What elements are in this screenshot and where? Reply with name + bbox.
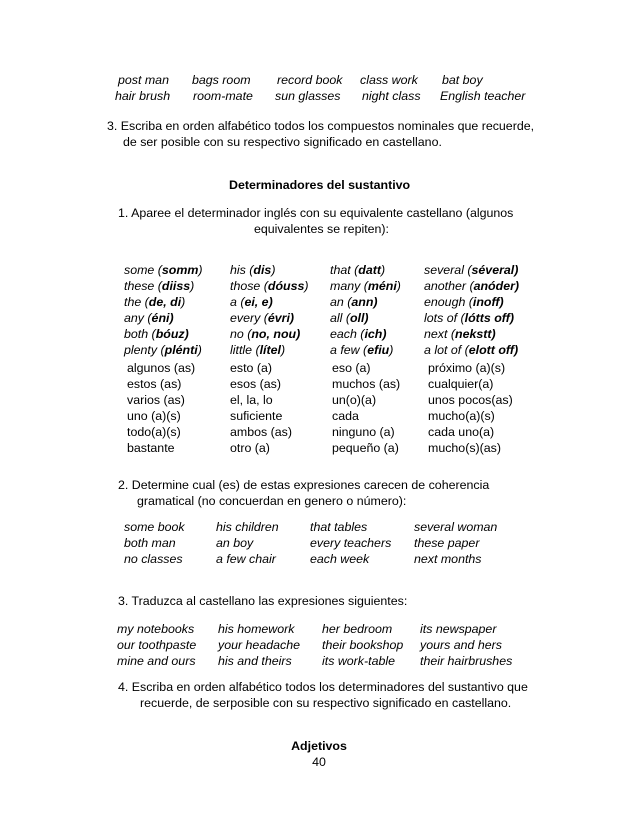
pronunciation: méni [367,279,397,293]
compound-word: bat boy [442,73,483,87]
determiner-entry [330,343,393,358]
spanish-equivalent: el, la, lo [230,393,273,407]
determiner-word: each ( [330,327,365,341]
determiner-suffix: ) [271,263,276,277]
translation-item: their hairbrushes [420,654,513,668]
determiner-word: that ( [330,263,359,277]
determiner-entry [424,327,496,342]
determiner-entry [124,327,189,342]
spanish-equivalent: pequeño (a) [332,441,399,455]
expression-item: no classes [124,552,183,566]
compound-word: room-mate [193,89,253,103]
pronunciation: efiu [367,343,390,357]
spanish-equivalent: cada [332,409,359,423]
determiner-word: some ( [124,263,162,277]
exercise2-line1: 2. Determine cual (es) de estas expresiones carecen de coherencia [118,478,490,492]
determiner-word: any ( [124,311,152,325]
determiner-entry [230,327,300,342]
exercise3-line2: de ser posible con su respectivo significado en castellano. [123,135,442,149]
determiner-word: another ( [424,279,474,293]
spanish-equivalent: cada uno(a) [428,425,495,439]
exercise3b-line1: 3. Traduzca al castellano las expresiones siguientes: [118,594,408,608]
determiner-entry [424,343,518,358]
spanish-equivalent: todo(a)(s) [127,425,181,439]
compound-word: post man [118,73,169,87]
determiner-word: these ( [124,279,162,293]
pronunciation: diiss [161,279,191,293]
determiner-word: enough ( [424,295,473,309]
spanish-equivalent: ambos (as) [230,425,292,439]
spanish-equivalent: unos pocos(as) [428,393,513,407]
pronunciation: bóuz) [155,327,189,341]
pronunciation: anóder) [473,279,520,293]
translation-item: its newspaper [420,622,497,636]
determiner-word: lots of ( [424,311,465,325]
determiner-word: every ( [230,311,268,325]
pronunciation: inoff) [472,295,504,309]
pronunciation: lítel [259,343,281,357]
exercise4-line1: 4. Escriba en orden alfabético todos los determinadores del sustantivo que [118,680,528,694]
determiner-entry [424,263,518,278]
determiner-entry [424,311,514,326]
expression-item: that tables [310,520,368,534]
determiner-entry [330,327,386,342]
exercise4-line2: recuerde, de serposible con su respectivo significado en castellano. [140,696,512,710]
translation-item: my notebooks [117,622,195,636]
expression-item: several woman [414,520,498,534]
expression-item: his children [216,520,279,534]
spanish-equivalent: un(o)(a) [332,393,377,407]
spanish-equivalent: mucho(a)(s) [428,409,495,423]
pronunciation: de, di [148,295,182,309]
determiner-suffix: ) [181,295,186,309]
pronunciation: éni) [151,311,174,325]
pronunciation: datt [358,263,381,277]
spanish-equivalent: bastante [127,441,175,455]
determiner-word: an ( [330,295,352,309]
pronunciation: séveral) [471,263,519,277]
expression-item: every teachers [310,536,392,550]
determiner-word: the ( [124,295,149,309]
translation-item: our toothpaste [117,638,197,652]
determiner-suffix: ) [197,343,202,357]
determiner-entry [330,263,385,278]
translation-item: its work-table [322,654,395,668]
spanish-equivalent: esto (a) [230,361,273,375]
spanish-equivalent: varios (as) [127,393,185,407]
determiner-word: a lot of ( [424,343,469,357]
pronunciation: oll) [349,311,369,325]
expression-item: some book [124,520,185,534]
spanish-equivalent: próximo (a)(s) [428,361,506,375]
determiner-entry [424,279,519,294]
spanish-equivalent: ninguno (a) [332,425,395,439]
determiner-word: both ( [124,327,156,341]
determiner-suffix: ) [389,343,394,357]
determiner-word: a few ( [330,343,368,357]
translation-item: her bedroom [322,622,393,636]
translation-item: their bookshop [322,638,404,652]
expression-item: these paper [414,536,480,550]
determiner-word: all ( [330,311,350,325]
spanish-equivalent: muchos (as) [332,377,401,391]
compound-word: sun glasses [275,89,341,103]
spanish-equivalent: esos (as) [230,377,281,391]
determiner-suffix: ) [380,263,386,277]
translation-item: his homework [218,622,295,636]
determiner-word: a ( [230,295,245,309]
determiner-entry [230,343,285,358]
compound-word: bags room [192,73,251,87]
determiner-suffix: ) [396,279,401,293]
spanish-equivalent: suficiente [230,409,283,423]
pronunciation: lótts off) [464,311,514,325]
spanish-equivalent: eso (a) [332,361,371,375]
determiner-entry [330,295,378,310]
determiner-suffix: ) [190,279,195,293]
exercise2-line2: gramatical (no concuerdan en genero o número): [137,494,407,508]
pronunciation: no, nou) [251,327,301,341]
pronunciation: ann) [351,295,378,309]
pronunciation: ich) [364,327,387,341]
section-title: Determinadores del sustantivo [229,178,411,192]
pronunciation: plénti [164,343,198,357]
spanish-equivalent: algunos (as) [127,361,196,375]
spanish-equivalent: cualquier(a) [428,377,494,391]
determiner-suffix: ) [304,279,309,293]
spanish-equivalent: uno (a)(s) [127,409,181,423]
pronunciation: elott off) [468,343,519,357]
determiner-entry [424,295,504,310]
expression-item: both man [124,536,176,550]
translation-item: yours and hers [420,638,502,652]
compound-word: class work [360,73,418,87]
compound-word: hair brush [115,89,171,103]
determiner-word: many ( [330,279,368,293]
determiner-word: next ( [424,327,455,341]
translation-item: your headache [218,638,300,652]
determiner-entry [330,311,369,326]
determiner-entry [124,343,202,358]
determiner-word: several ( [424,263,472,277]
determiner-entry [124,279,194,294]
translation-item: mine and ours [117,654,196,668]
pronunciation: dis [253,263,272,277]
determiner-entry [124,263,203,278]
expression-item: each week [310,552,370,566]
exercise1-line1: 1. Aparee el determinador inglés con su equivalente castellano (algunos [118,206,514,220]
compound-word: record book [277,73,343,87]
determiner-entry [230,311,294,326]
determiner-suffix: ) [280,343,286,357]
pronunciation: ei, e) [244,295,273,309]
spanish-equivalent: mucho(s)(as) [428,441,501,455]
page-number: 40 [312,755,326,769]
spanish-equivalent: estos (as) [127,377,182,391]
expression-item: an boy [216,536,254,550]
determiner-entry [330,279,401,294]
translation-item: his and theirs [218,654,292,668]
determiner-entry [230,263,275,278]
compound-word: English teacher [440,89,526,103]
expression-item: next months [414,552,482,566]
determiner-word: little ( [230,343,260,357]
spanish-equivalent: otro (a) [230,441,270,455]
compound-word: night class [362,89,421,103]
next-section-title: Adjetivos [291,739,347,753]
pronunciation: somm [161,263,199,277]
determiner-entry [124,295,185,310]
exercise3-line1: 3. Escriba en orden alfabético todos los compuestos nominales que recuerde, [107,119,535,133]
determiner-word: plenty ( [124,343,165,357]
determiner-word: those ( [230,279,268,293]
determiner-word: no ( [230,327,252,341]
pronunciation: dóuss [267,279,305,293]
determiner-entry [230,295,273,310]
pronunciation: évri) [267,311,295,325]
exercise1-line2: equivalentes se repiten): [254,222,390,236]
determiner-word: his ( [230,263,254,277]
determiner-entry [230,279,309,294]
expression-item: a few chair [216,552,276,566]
determiner-entry [124,311,174,326]
determiner-suffix: ) [198,263,203,277]
pronunciation: nekstt) [455,327,496,341]
